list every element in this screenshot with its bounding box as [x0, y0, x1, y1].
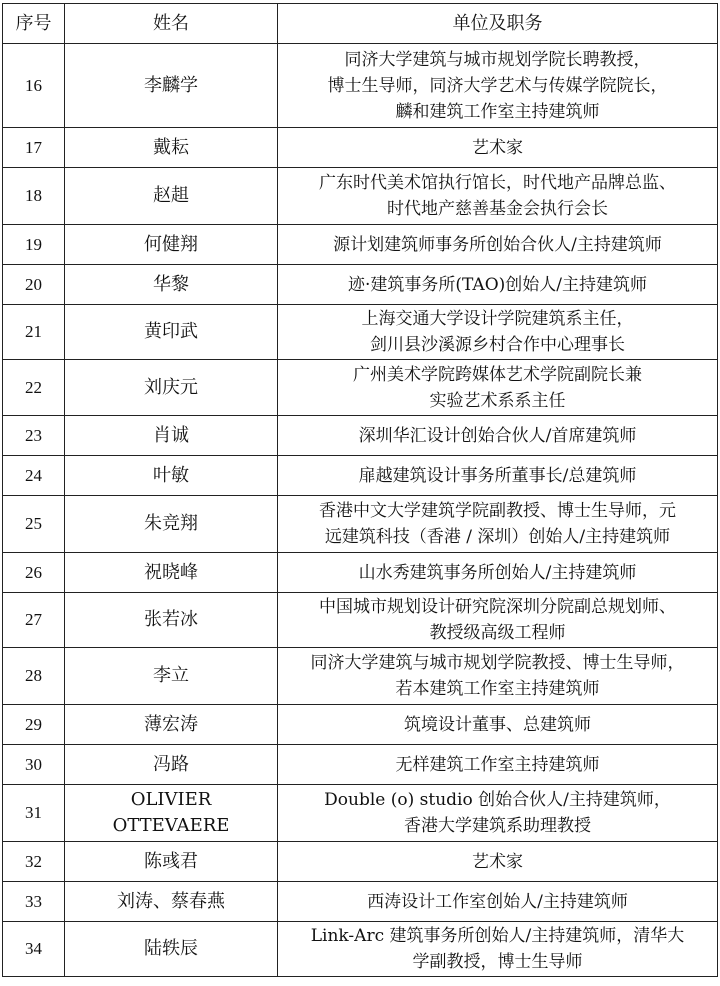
table-row: [3, 416, 718, 456]
row-number: 19: [3, 225, 65, 265]
row-name: 薄宏涛: [65, 705, 278, 745]
table-row: [3, 360, 718, 416]
row-position: 同济大学建筑与城市规划学院长聘教授， 博士生导师，同济大学艺术与传媒学院院长， 麟和建筑工作室主持建筑师: [278, 44, 718, 128]
row-position: 广州美术学院跨媒体艺术学院副院长兼 实验艺术系系主任: [278, 360, 718, 416]
table-row: [3, 44, 718, 128]
row-number: 22: [3, 360, 65, 416]
row-name: 张若冰: [65, 593, 278, 648]
row-number: 30: [3, 745, 65, 785]
row-name: 叶敏: [65, 456, 278, 496]
row-position: 无样建筑工作室主持建筑师: [278, 745, 718, 785]
row-position: 迹·建筑事务所(TAO)创始人/主持建筑师: [278, 265, 718, 305]
row-position: Link-Arc 建筑事务所创始人/主持建筑师，清华大 学副教授，博士生导师: [278, 922, 718, 977]
table-row: [3, 593, 718, 648]
row-position: 筑境设计董事、总建筑师: [278, 705, 718, 745]
row-name: 肖诚: [65, 416, 278, 456]
table-row: [3, 456, 718, 496]
row-number: 29: [3, 705, 65, 745]
row-position: 扉越建筑设计事务所董事长/总建筑师: [278, 456, 718, 496]
row-position: 山水秀建筑事务所创始人/主持建筑师: [278, 553, 718, 593]
row-position: 源计划建筑师事务所创始合伙人/主持建筑师: [278, 225, 718, 265]
row-position: 艺术家: [278, 128, 718, 168]
row-number: 24: [3, 456, 65, 496]
table-row: [3, 705, 718, 745]
row-number: 16: [3, 44, 65, 128]
row-name: 黄印武: [65, 305, 278, 360]
row-position: 中国城市规划设计研究院深圳分院副总规划师、 教授级高级工程师: [278, 593, 718, 648]
row-name: 赵趄: [65, 168, 278, 225]
row-name: 朱竞翔: [65, 496, 278, 553]
row-number: 28: [3, 648, 65, 705]
row-number: 20: [3, 265, 65, 305]
row-name: 陆轶辰: [65, 922, 278, 977]
row-name: 刘庆元: [65, 360, 278, 416]
table-row: [3, 496, 718, 553]
table-row: [3, 168, 718, 225]
row-number: 21: [3, 305, 65, 360]
table-row: [3, 128, 718, 168]
row-number: 26: [3, 553, 65, 593]
row-name: 何健翔: [65, 225, 278, 265]
row-number: 25: [3, 496, 65, 553]
row-name: 李麟学: [65, 44, 278, 128]
row-position: Double (o) studio 创始合伙人/主持建筑师， 香港大学建筑系助理教授: [278, 785, 718, 842]
header-no: 序号: [3, 4, 65, 44]
table-row: [3, 785, 718, 842]
row-name: 李立: [65, 648, 278, 705]
table-row: [3, 922, 718, 977]
row-number: 18: [3, 168, 65, 225]
header-name: 姓名: [65, 4, 278, 44]
row-number: 17: [3, 128, 65, 168]
row-position: 广东时代美术馆执行馆长，时代地产品牌总监、 时代地产慈善基金会执行会长: [278, 168, 718, 225]
row-number: 34: [3, 922, 65, 977]
table-row: [3, 648, 718, 705]
table-row: [3, 842, 718, 882]
row-name: 祝晓峰: [65, 553, 278, 593]
row-number: 32: [3, 842, 65, 882]
table-row: [3, 745, 718, 785]
row-name: 华黎: [65, 265, 278, 305]
row-name: 陈彧君: [65, 842, 278, 882]
row-name: 戴耘: [65, 128, 278, 168]
table-row: [3, 265, 718, 305]
table-row: [3, 305, 718, 360]
table-row: [3, 882, 718, 922]
row-number: 31: [3, 785, 65, 842]
row-name: 刘涛、蔡春燕: [65, 882, 278, 922]
header-position: 单位及职务: [278, 4, 718, 44]
row-number: 27: [3, 593, 65, 648]
row-number: 23: [3, 416, 65, 456]
header-row: [3, 4, 718, 44]
table-row: [3, 225, 718, 265]
row-name: 冯路: [65, 745, 278, 785]
row-position: 艺术家: [278, 842, 718, 882]
row-position: 香港中文大学建筑学院副教授、博士生导师，元 远建筑科技（香港 / 深圳）创始人/主持建筑师: [278, 496, 718, 553]
row-position: 同济大学建筑与城市规划学院教授、博士生导师， 若本建筑工作室主持建筑师: [278, 648, 718, 705]
members-table: [2, 3, 718, 977]
row-position: 西涛设计工作室创始人/主持建筑师: [278, 882, 718, 922]
row-name: OLIVIER OTTEVAERE: [65, 785, 278, 842]
row-position: 深圳华汇设计创始合伙人/首席建筑师: [278, 416, 718, 456]
row-number: 33: [3, 882, 65, 922]
row-position: 上海交通大学设计学院建筑系主任， 剑川县沙溪源乡村合作中心理事长: [278, 305, 718, 360]
table-row: [3, 553, 718, 593]
